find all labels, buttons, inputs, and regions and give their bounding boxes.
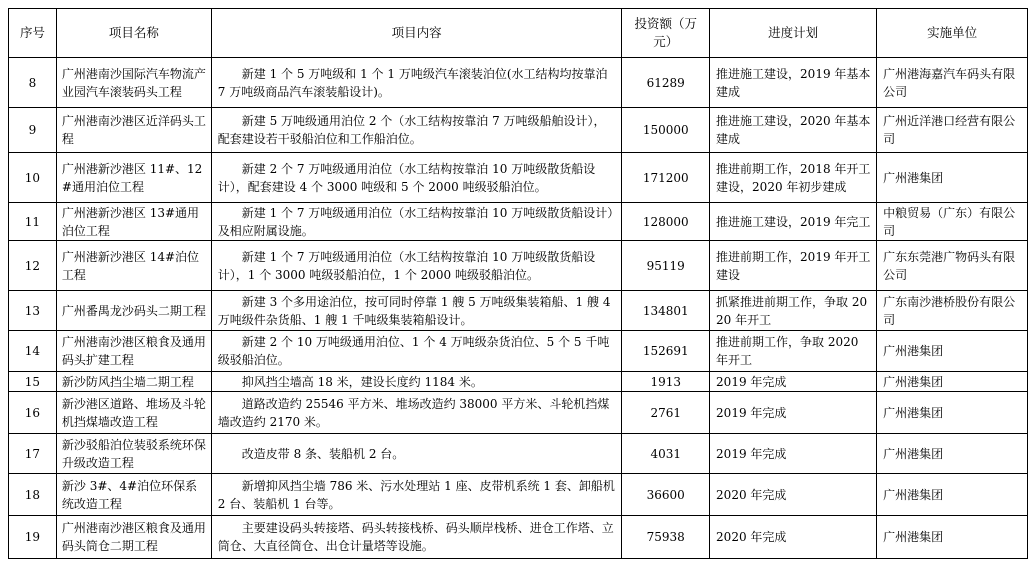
row-unit: 广东东莞港广物码头有限公司 (877, 241, 1028, 291)
table-row (9, 474, 1028, 516)
row-content: 新建 1 个 5 万吨级和 1 个 1 万吨级汽车滚装泊位(水工结构均按靠泊 7 万吨级商品汽车滚装船设计)。 (211, 58, 622, 108)
row-unit: 广州近洋港口经营有限公司 (877, 108, 1028, 153)
row-unit: 广州港集团 (877, 372, 1028, 392)
row-plan: 2020 年完成 (710, 516, 877, 559)
row-unit: 广州港集团 (877, 516, 1028, 559)
row-unit: 广州港集团 (877, 331, 1028, 372)
table-row (9, 291, 1028, 331)
row-plan: 2019 年完成 (710, 434, 877, 474)
row-invest: 4031 (622, 434, 710, 474)
table-row (9, 516, 1028, 559)
row-no: 17 (9, 434, 57, 474)
row-invest: 150000 (622, 108, 710, 153)
row-no: 18 (9, 474, 57, 516)
row-name: 广州港新沙港区 11#、12#通用泊位工程 (56, 153, 211, 203)
row-content: 主要建设码头转接塔、码头转接栈桥、码头顺岸栈桥、进仓工作塔、立筒仓、大直径筒仓、出仓计量塔等设施。 (211, 516, 622, 559)
row-unit: 广州港集团 (877, 474, 1028, 516)
row-name: 广州番禺龙沙码头二期工程 (56, 291, 211, 331)
row-content: 新建 2 个 10 万吨级通用泊位、1 个 4 万吨级杂货泊位、5 个 5 千吨级驳船泊位。 (211, 331, 622, 372)
row-name: 广州港南沙港区粮食及通用码头筒仓二期工程 (56, 516, 211, 559)
table-row (9, 108, 1028, 153)
header-plan: 进度计划 (710, 9, 877, 58)
row-name: 广州港南沙港区粮食及通用码头扩建工程 (56, 331, 211, 372)
row-plan: 推进施工建设，2020 年基本建成 (710, 108, 877, 153)
row-content: 抑风挡尘墙高 18 米，建设长度约 1184 米。 (211, 372, 622, 392)
table-row (9, 58, 1028, 108)
row-name: 广州港南沙国际汽车物流产业园汽车滚装码头工程 (56, 58, 211, 108)
row-content: 新建 1 个 7 万吨级通用泊位（水工结构按靠泊 10 万吨级散货船设计），1 个 3000 吨级驳船泊位，1 个 2000 吨级驳船泊位。 (211, 241, 622, 291)
row-unit: 广州港海嘉汽车码头有限公司 (877, 58, 1028, 108)
row-name: 广州港新沙港区 14#泊位工程 (56, 241, 211, 291)
row-no: 12 (9, 241, 57, 291)
project-table (8, 8, 1028, 559)
row-unit: 广州港集团 (877, 392, 1028, 434)
row-plan: 2020 年完成 (710, 474, 877, 516)
row-plan: 推进前期工作，争取 2020 年开工 (710, 331, 877, 372)
row-unit: 广东南沙港桥股份有限公司 (877, 291, 1028, 331)
table-row (9, 434, 1028, 474)
table-row (9, 372, 1028, 392)
row-plan: 推进施工建设，2019 年基本建成 (710, 58, 877, 108)
table-row (9, 203, 1028, 241)
header-row (9, 9, 1028, 58)
row-content: 新建 5 万吨级通用泊位 2 个（水工结构按靠泊 7 万吨级船舶设计），配套建设若干驳船泊位和工作船泊位。 (211, 108, 622, 153)
row-no: 19 (9, 516, 57, 559)
row-name: 新沙驳船泊位装驳系统环保升级改造工程 (56, 434, 211, 474)
row-invest: 95119 (622, 241, 710, 291)
table-row (9, 392, 1028, 434)
row-unit: 中粮贸易（广东）有限公司 (877, 203, 1028, 241)
row-no: 11 (9, 203, 57, 241)
row-content: 新增抑风挡尘墙 786 米、污水处理站 1 座、皮带机系统 1 套、卸船机 2 台、装船机 1 台等。 (211, 474, 622, 516)
row-plan: 推进前期工作，2018 年开工建设，2020 年初步建成 (710, 153, 877, 203)
table-row (9, 153, 1028, 203)
row-content: 道路改造约 25546 平方米、堆场改造约 38000 平方米、斗轮机挡煤墙改造约 2170 米。 (211, 392, 622, 434)
row-no: 10 (9, 153, 57, 203)
table-row (9, 331, 1028, 372)
row-no: 9 (9, 108, 57, 153)
header-no: 序号 (9, 9, 57, 58)
row-unit: 广州港集团 (877, 434, 1028, 474)
row-invest: 36600 (622, 474, 710, 516)
row-plan: 2019 年完成 (710, 392, 877, 434)
row-name: 新沙 3#、4#泊位环保系统改造工程 (56, 474, 211, 516)
row-no: 16 (9, 392, 57, 434)
row-invest: 75938 (622, 516, 710, 559)
row-no: 8 (9, 58, 57, 108)
header-unit: 实施单位 (877, 9, 1028, 58)
row-invest: 171200 (622, 153, 710, 203)
row-no: 15 (9, 372, 57, 392)
row-invest: 61289 (622, 58, 710, 108)
row-invest: 128000 (622, 203, 710, 241)
row-no: 14 (9, 331, 57, 372)
row-invest: 2761 (622, 392, 710, 434)
row-name: 新沙港区道路、堆场及斗轮机挡煤墙改造工程 (56, 392, 211, 434)
row-no: 13 (9, 291, 57, 331)
row-name: 新沙防风挡尘墙二期工程 (56, 372, 211, 392)
row-invest: 152691 (622, 331, 710, 372)
row-name: 广州港新沙港区 13#通用泊位工程 (56, 203, 211, 241)
table-row (9, 241, 1028, 291)
header-name: 项目名称 (56, 9, 211, 58)
header-invest: 投资额（万元） (622, 9, 710, 58)
row-plan: 推进前期工作，2019 年开工建设 (710, 241, 877, 291)
row-name: 广州港南沙港区近洋码头工程 (56, 108, 211, 153)
row-invest: 134801 (622, 291, 710, 331)
row-plan: 2019 年完成 (710, 372, 877, 392)
row-unit: 广州港集团 (877, 153, 1028, 203)
row-content: 改造皮带 8 条、装船机 2 台。 (211, 434, 622, 474)
row-plan: 抓紧推进前期工作，争取 2020 年开工 (710, 291, 877, 331)
header-content: 项目内容 (211, 9, 622, 58)
row-content: 新建 3 个多用途泊位，按可同时停靠 1 艘 5 万吨级集装箱船、1 艘 4 万吨级件杂货船、1 艘 1 千吨级集装箱船设计。 (211, 291, 622, 331)
row-plan: 推进施工建设，2019 年完工 (710, 203, 877, 241)
row-content: 新建 1 个 7 万吨级通用泊位（水工结构按靠泊 10 万吨级散货船设计）及相应附属设施。 (211, 203, 622, 241)
row-invest: 1913 (622, 372, 710, 392)
row-content: 新建 2 个 7 万吨级通用泊位（水工结构按靠泊 10 万吨级散货船设计），配套建设 4 个 3000 吨级和 5 个 2000 吨级驳船泊位。 (211, 153, 622, 203)
